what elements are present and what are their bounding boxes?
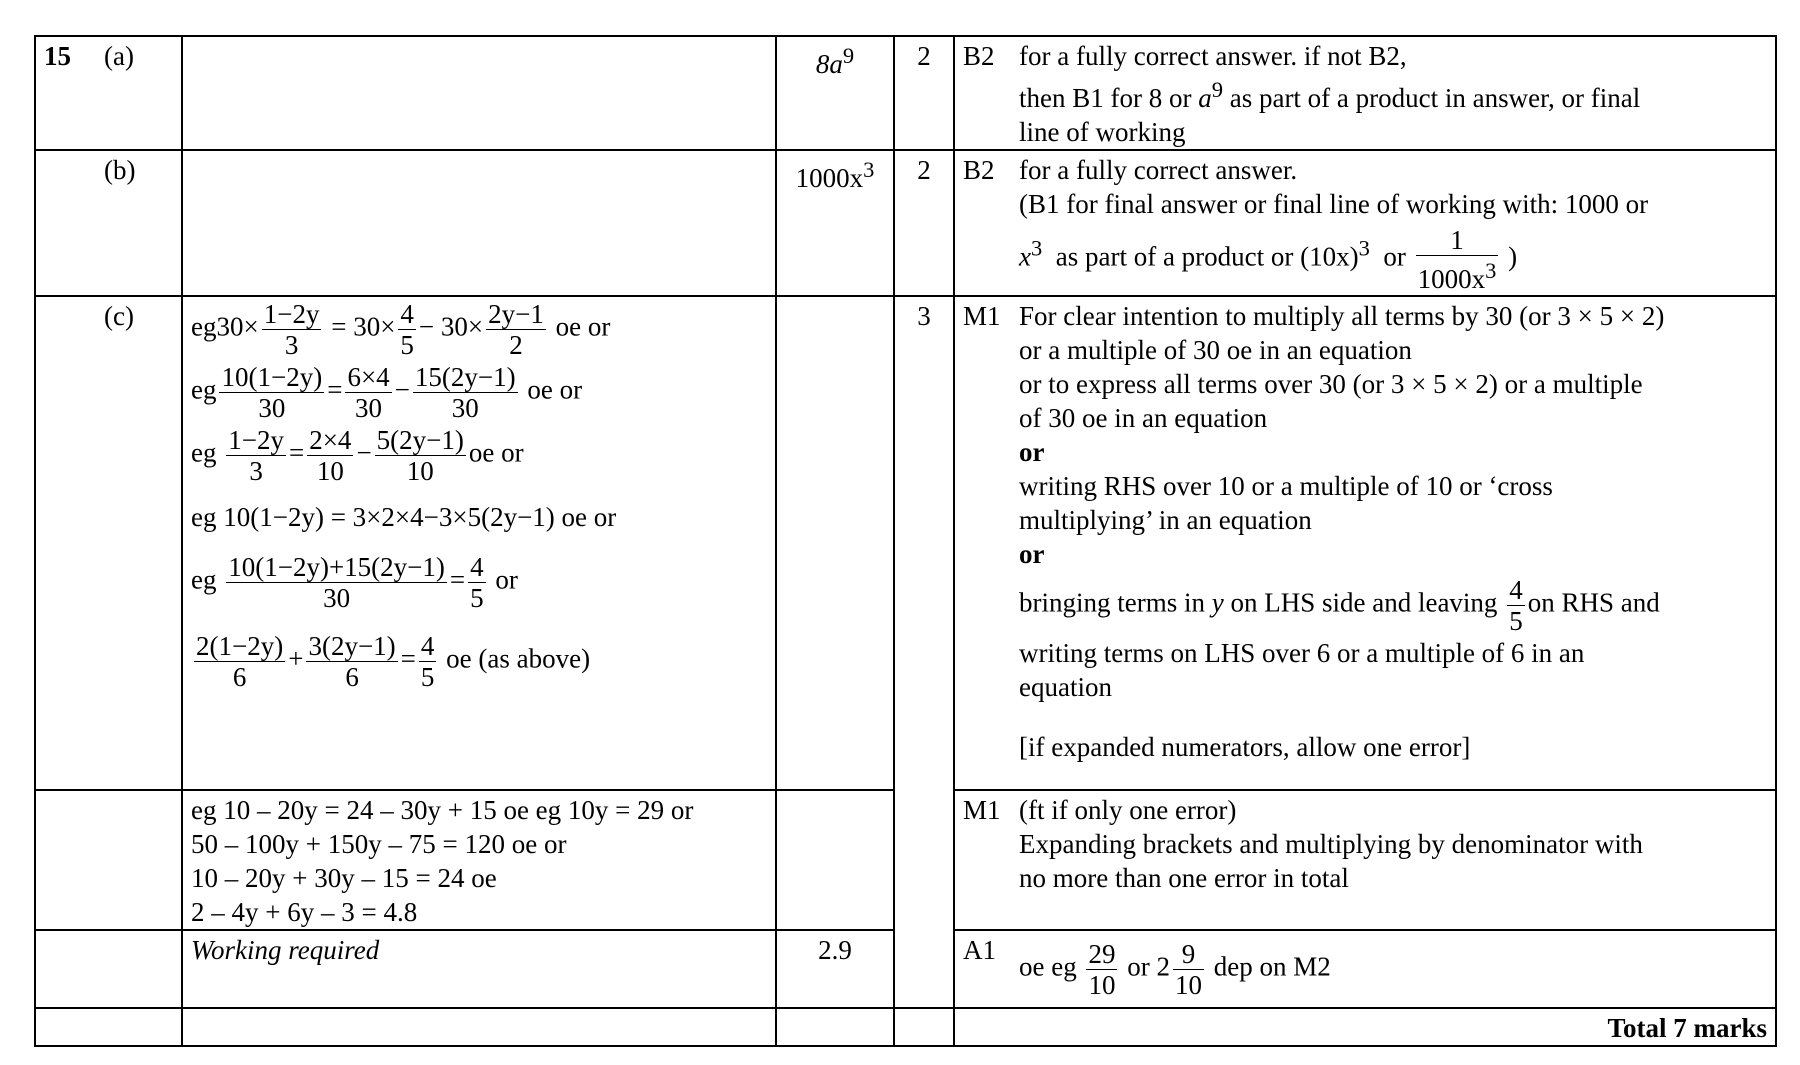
working-cell: eg 10 – 20y = 24 – 30y + 15 oe eg 10y = 29 or 50 – 100y + 150y – 75 = 120 oe or 10 – 20y + 30y – 15 = 24 oe 2 – 4y + 6y – 3 = 4.8: [182, 790, 776, 930]
working-cell: [182, 930, 776, 1008]
table-row: [35, 1008, 1776, 1046]
notes: For clear intention to multiply all terms by 30 (or 3 × 5 × 2) or a multiple of 30 oe in an equation or to express all terms over 30 (or 3 × 5 × 2) or a multiple of 30 oe in an equation or writing RHS over 10 or a multiple of 10 or ‘cross multiplying’ in an equation or bringing terms in y on LHS side and leaving $\frac{4}{5}$ on RHS and writing terms on LHS over 6 or a multiple of 6 in an equation [if expanded numerators, allow one error]: [1019, 301, 1665, 762]
question-cell: [35, 930, 182, 1008]
working-cell: [182, 296, 776, 790]
question-cell: [35, 36, 182, 150]
notes-cell: [954, 150, 1776, 296]
mark-cell: 2: [894, 150, 954, 296]
mark-cell: 3: [894, 296, 954, 1008]
answer-cell: 2.9: [776, 930, 894, 1008]
mark-code: M1: [963, 301, 1001, 331]
table-row: [35, 36, 1776, 150]
notes: for a fully correct answer. (B1 for final answer or final line of working with: 1000 or $x^3$ as part of a product or $(10x)^3$ or $\frac{1}{1000x^3}$ ): [1019, 155, 1649, 294]
question-cell: [35, 150, 182, 296]
answer-a: 8a: [815, 49, 843, 79]
question-cell: [35, 790, 182, 930]
working-required: Working required: [191, 935, 380, 965]
answer-cell: [776, 1008, 894, 1046]
mark-scheme-table: [34, 35, 1777, 1047]
notes-cell: [954, 296, 1776, 790]
working-line: eg30× $\frac{1-2y}{3}$ = 30× $\frac{4}{5}$ − 30× $\frac{2y-1}{2}$ oe or: [191, 299, 611, 360]
question-cell: [35, 296, 182, 790]
notes: oe eg $\frac{29}{10}$ or 2 $\frac{9}{10}$ dep on M2: [1019, 939, 1331, 1000]
working-line: eg $\frac{10(1-2y)+15(2y-1)}{30}$ = $\frac{4}{5}$ or: [191, 552, 518, 613]
mark-cell: 2: [894, 36, 954, 150]
working-cell: [182, 150, 776, 296]
mark-code: B2: [963, 41, 995, 71]
answer-b: 1000x: [795, 163, 864, 193]
notes-cell: [954, 36, 1776, 150]
answer-cell: $8a^9$: [776, 36, 894, 150]
working-cell: [182, 36, 776, 150]
question-number: 15: [44, 41, 71, 71]
fraction: $\frac{1}{1000x^3}$: [1417, 225, 1497, 294]
answer-cell: [776, 296, 894, 790]
part-label-c: (c): [104, 301, 134, 331]
total-marks: Total 7 marks: [954, 1008, 1776, 1046]
notes-cell: [954, 790, 1776, 930]
question-cell: [35, 1008, 182, 1046]
notes-cell: [954, 930, 1776, 1008]
working-line: eg 10(1−2y) = 3×2×4−3×5(2y−1) oe or: [191, 502, 617, 532]
answer-cell: [776, 790, 894, 930]
mark-cell: [894, 1008, 954, 1046]
table-row: [35, 150, 1776, 296]
answer-cell: $1000x^3$: [776, 150, 894, 296]
table-row: [35, 296, 1776, 790]
working-line: eg $\frac{10(1-2y)}{30}$ = $\frac{6\times 4}{30}$ − $\frac{15(2y-1)}{30}$ oe or: [191, 362, 583, 423]
mark-code: B2: [963, 155, 995, 185]
notes: (ft if only one error) Expanding brackets and multiplying by denominator with no more than one error in total: [1019, 795, 1643, 893]
part-label-a: (a): [104, 41, 134, 71]
part-label-b: (b): [104, 155, 136, 185]
mark-code: M1: [963, 795, 1001, 825]
mark-code: A1: [963, 935, 996, 965]
notes: for a fully correct answer. if not B2, then B1 for 8 or $a^9$ as part of a product in answer, or final line of working: [1019, 41, 1641, 147]
working-cell: [182, 1008, 776, 1046]
working-line: eg $\frac{1-2y}{3}$ = $\frac{2\times 4}{10}$ − $\frac{5(2y-1)}{10}$ oe or: [191, 425, 524, 486]
working-line: $\frac{2(1-2y)}{6}$ + $\frac{3(2y-1)}{6}$ = $\frac{4}{5}$ oe (as above): [196, 631, 591, 692]
